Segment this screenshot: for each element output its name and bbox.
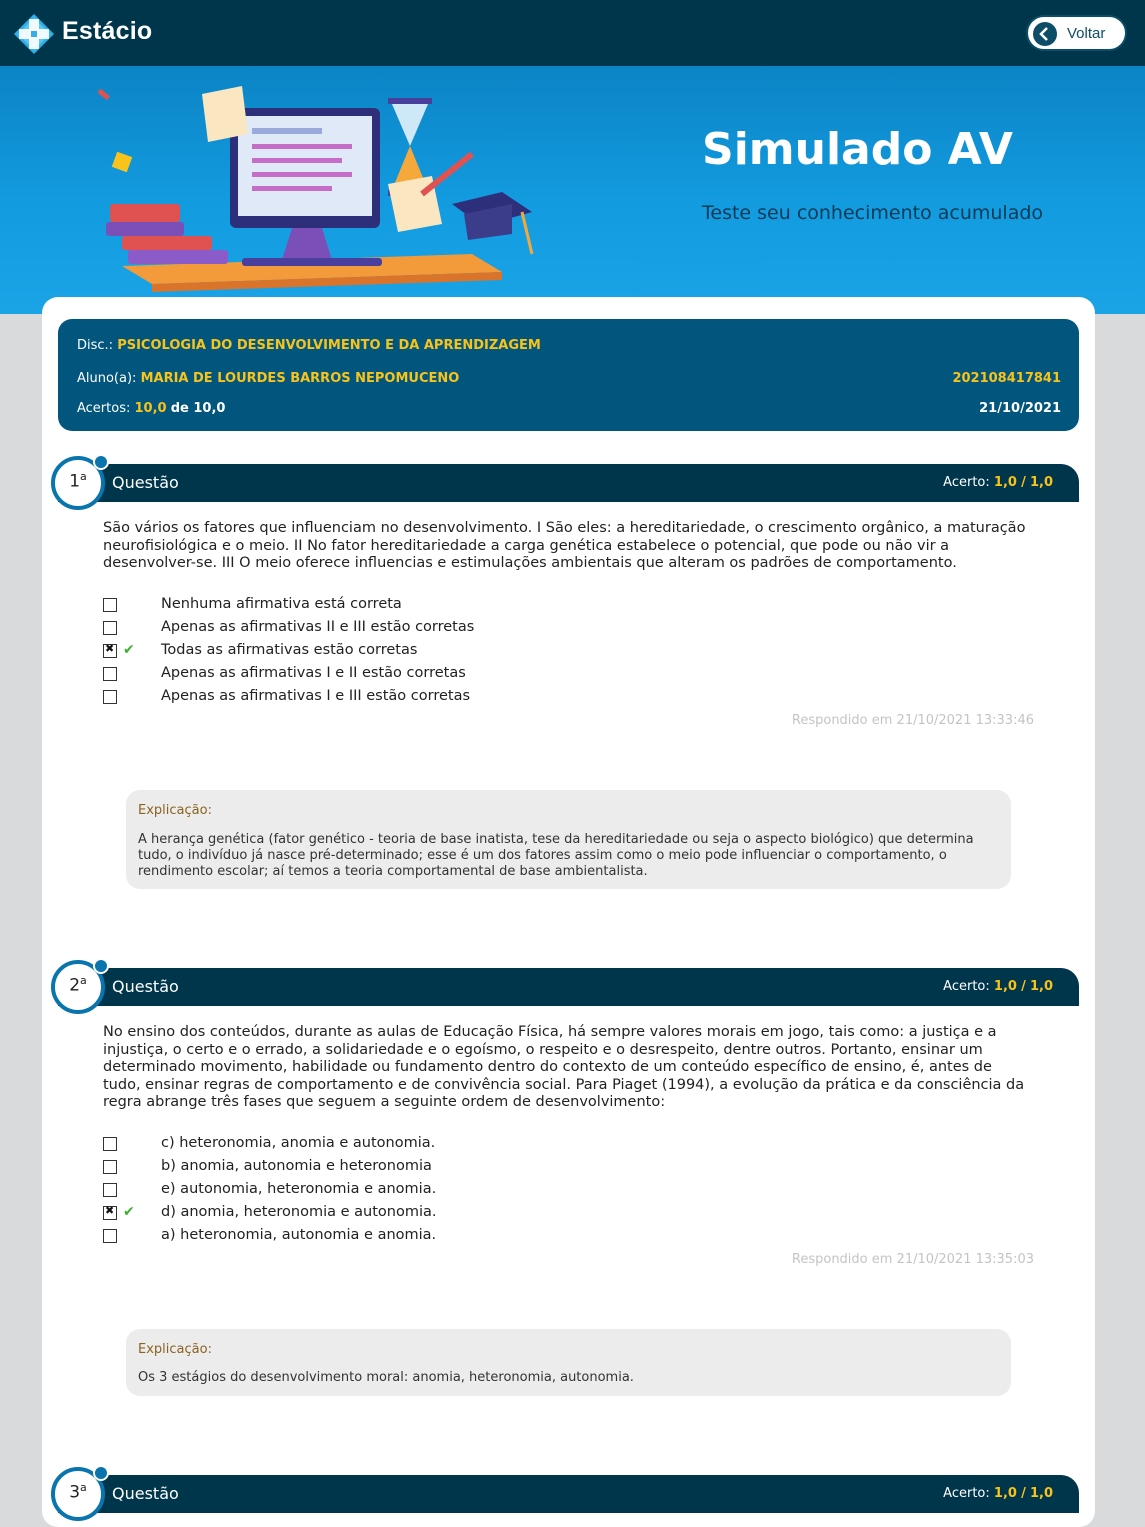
question-score [943,1486,1053,1501]
option-checkbox[interactable] [103,1229,117,1243]
score-total: de 10,0 [170,401,226,416]
option-label: Apenas as afirmativas II e III estão corretas [161,619,475,635]
explanation-box [126,790,1011,889]
question-score-label: Acerto: [943,979,990,994]
explanation-box [126,1329,1011,1396]
student-name: MARIA DE LOURDES BARROS NEPOMUCENO [140,371,460,386]
question-score-separator: / [1021,475,1026,490]
discipline-row [77,338,541,353]
question-score-value: 1,0 [993,979,1017,994]
explanation-label: Explicação: [138,1342,212,1357]
score-value: 10,0 [134,401,167,416]
page-title: Simulado AV [702,124,1013,175]
option-checkbox[interactable] [103,621,117,635]
question-label: Questão [112,1484,179,1503]
option-label: Nenhuma afirmativa está correta [161,596,402,612]
badge-dot-icon [93,454,109,470]
option-label: b) anomia, autonomia e heteronomia [161,1158,432,1174]
student-label: Aluno(a): [77,371,137,386]
option-label: Apenas as afirmativas I e III estão corretas [161,688,471,704]
question-text: São vários os fatores que influenciam no desenvolvimento. I São eles: a hereditariedade, o crescimento orgânico, a maturação neurofisiológica e o meio. II No fator hereditariedade a carga genética estabelece o potencial, que pode ou não vir a desenvolver-se. III O meio oferece influencias e estimulações ambientais que alteram os padrões de comportamento. [103,520,1026,571]
answer-option[interactable] [103,619,803,642]
discipline-value: PSICOLOGIA DO DESENVOLVIMENTO E DA APRENDIZAGEM [117,338,541,353]
answer-option[interactable] [103,688,803,711]
exam-date: 21/10/2021 [979,401,1061,416]
option-label: Todas as afirmativas estão corretas [161,642,418,658]
badge-dot-icon [93,1465,109,1481]
checked-checkbox[interactable] [103,644,117,658]
answer-option[interactable] [103,642,803,665]
top-bar [0,0,1145,66]
estacio-logo-icon [13,13,55,55]
option-label: a) heteronomia, autonomia e anomia. [161,1227,437,1243]
question-header [58,968,1079,1006]
student-id: 202108417841 [952,371,1061,386]
question-header [58,1475,1079,1513]
options-list [103,596,803,711]
question-score-separator: / [1021,1486,1026,1501]
question-score-label: Acerto: [943,1486,990,1501]
page-subtitle: Teste seu conhecimento acumulado [702,202,1044,224]
checked-checkbox[interactable] [103,1206,117,1220]
badge-dot-icon [93,958,109,974]
student-info-box [58,319,1079,431]
question-number: 1$^a$ [69,470,87,492]
correct-check-icon: ✔ [123,642,135,658]
option-label: e) autonomia, heteronomia e anomia. [161,1181,437,1197]
score-label: Acertos: [77,401,131,416]
back-button-label: Voltar [1067,25,1106,42]
answer-option[interactable] [103,1227,803,1250]
banner [0,66,1145,314]
answer-option[interactable] [103,665,803,688]
question-number: 2$^a$ [69,974,87,996]
option-checkbox[interactable] [103,1160,117,1174]
brand-name: Estácio [62,17,153,45]
question-score-value: 1,0 [993,475,1017,490]
option-checkbox[interactable] [103,598,117,612]
option-label: d) anomia, heteronomia e autonomia. [161,1204,437,1220]
score-row [77,401,225,416]
option-checkbox[interactable] [103,690,117,704]
discipline-label: Disc.: [77,338,114,353]
option-checkbox[interactable] [103,1183,117,1197]
question-number-badge [51,1467,105,1521]
question-score [943,475,1053,490]
study-illustration-icon [92,84,552,294]
explanation-label: Explicação: [138,803,212,818]
question-score-separator: / [1021,979,1026,994]
chevron-left-icon [1033,22,1057,46]
option-label: Apenas as afirmativas I e II estão corretas [161,665,466,681]
answer-option[interactable] [103,1135,803,1158]
answered-timestamp: Respondido em 21/10/2021 13:35:03 [791,1252,1034,1267]
question-number-badge [51,960,105,1014]
question-text: No ensino dos conteúdos, durante as aulas de Educação Física, há sempre valores morais em jogo, tais como: a justiça e a injustiça, o certo e o errado, a solidariedade e o egoísmo, o respeito e o desrespeito, dentre outros. Portanto, ensinar um determinado movimento, habilidade ou fundamento dentro do contexto de um conteúdo específico de ensino, é, antes de tudo, ensinar regras de comportamento e de convivência social. Para Piaget (1994), a evolução da prática e da consciência da regra abrange três fases que seguem a seguinte ordem de desenvolvimento: [103,1024,1025,1110]
question-score-total: 1,0 [1029,979,1053,994]
back-button[interactable] [1026,15,1127,51]
answer-option[interactable] [103,1158,803,1181]
option-checkbox[interactable] [103,1137,117,1151]
correct-check-icon: ✔ [123,1204,135,1220]
question-header [58,464,1079,502]
student-row [77,371,459,386]
answer-option[interactable] [103,1181,803,1204]
question-score-label: Acerto: [943,475,990,490]
question-number: 3$^a$ [69,1481,87,1503]
question-number-badge [51,456,105,510]
options-list [103,1135,803,1250]
question-label: Questão [112,977,179,996]
question-score-total: 1,0 [1029,475,1053,490]
question-score-total: 1,0 [1029,1486,1053,1501]
explanation-text: A herança genética (fator genético - teoria de base inatista, tese da hereditariedade ou seja o aspecto biológico) que determina tudo, o indivíduo já nasce pré-determinado; esse é um dos fatores assim como o meio pode influenciar o comportamento, o rendimento escolar; aí temos a teoria comportamental de base ambientalista. [138,832,974,879]
answered-timestamp: Respondido em 21/10/2021 13:33:46 [791,713,1034,728]
answer-option[interactable] [103,596,803,619]
option-label: c) heteronomia, anomia e autonomia. [161,1135,436,1151]
question-label: Questão [112,473,179,492]
answer-option[interactable] [103,1204,803,1227]
question-score [943,979,1053,994]
question-score-value: 1,0 [993,1486,1017,1501]
explanation-text: Os 3 estágios do desenvolvimento moral: anomia, heteronomia, autonomia. [138,1370,634,1385]
option-checkbox[interactable] [103,667,117,681]
